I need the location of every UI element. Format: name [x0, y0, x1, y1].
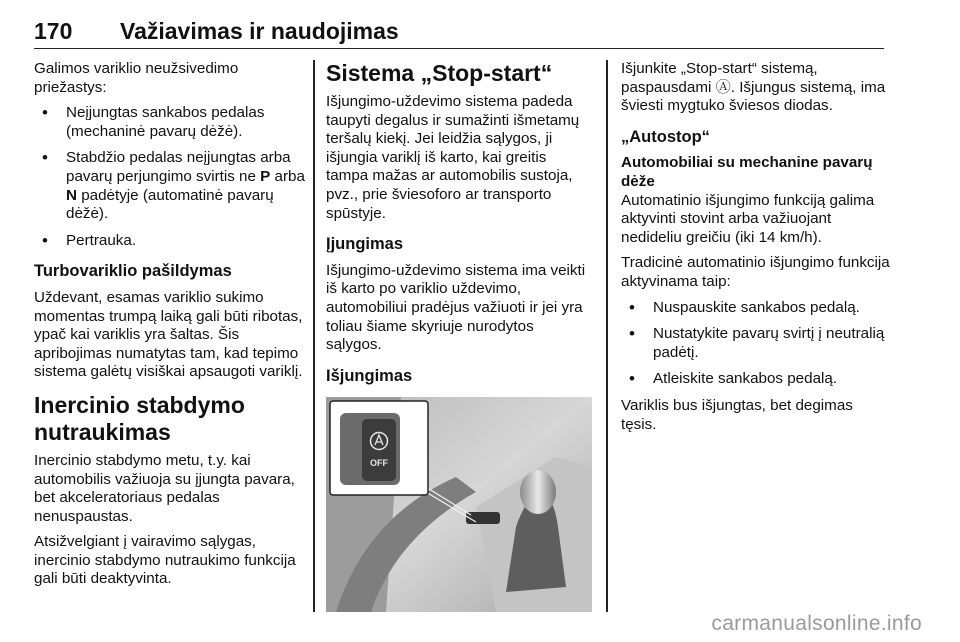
page-header	[34, 14, 884, 49]
stop-start-button-illustration	[326, 397, 592, 612]
console-switch	[466, 512, 500, 524]
list-item: • Neįjungtas sankabos pedalas (mechaninė pavarų dėžė).	[34, 104, 306, 141]
list-item-text: Stabdžio pedalas neįjungtas arba pavarų perjungimo svirtis ne	[66, 149, 291, 185]
list-item: • Pertrauka.	[34, 232, 306, 251]
page-number: 170	[34, 18, 73, 44]
manual-gearbox-paragraph: Automatinio išjungimo funkciją galima aktyvinti stovint arba važiuojant nedideliu greičiu (iki 14 km/h).	[621, 191, 875, 246]
column-middle	[326, 60, 592, 612]
console-illustration-svg	[326, 397, 592, 612]
inertia-paragraph-1: Inercinio stabdymo metu, t.y. kai automobilis važiuoja su įjungta pavara, bet akceleratoriaus pedalas nenuspaustas.	[34, 451, 295, 525]
list-item: • Nuspauskite sankabos pedalą.	[621, 299, 891, 318]
list-item-text: arba	[270, 167, 305, 185]
inertia-heading: Inercinio stabdymo nutraukimas	[34, 391, 245, 445]
causes-intro: Galimos variklio neužsivedimo priežastys:	[34, 60, 239, 96]
list-item: • Nustatykite pavarų svirtį į neutralią padėtį.	[621, 325, 891, 362]
disable-heading: Išjungimas	[326, 366, 413, 385]
auto-stop-icon: Ⓐ	[715, 78, 731, 96]
autostop-heading: „Autostop“	[621, 127, 710, 146]
watermark: carmanualsonline.info	[711, 612, 922, 635]
column-divider	[313, 60, 315, 612]
turbo-heading: Turbovariklio pašildymas	[34, 262, 232, 281]
stop-start-heading: Sistema „Stop-start“	[326, 60, 553, 86]
activation-steps	[621, 299, 891, 389]
gear-knob	[520, 470, 556, 514]
chapter-title: Važiavimas ir naudojimas	[120, 18, 399, 44]
enable-heading: Įjungimas	[326, 235, 404, 254]
column-left	[34, 60, 306, 596]
causes-list	[34, 104, 306, 250]
disable-text: . Išjungus sistemą, ima šviesti mygtuko šviesos diodas.	[621, 78, 886, 115]
enable-paragraph: Išjungimo-uždevimo sistema ima veikti iš karto po variklio uždevimo, automobiliui pradėjus važiuoti ir jei yra toliau šiame skyriuje nurodytos sąlygos.	[326, 261, 586, 354]
list-item-text: padėtyje (automatinė pavarų dėžė).	[66, 186, 274, 223]
column-right	[621, 60, 891, 441]
off-label: OFF	[370, 458, 388, 469]
column-divider	[606, 60, 608, 612]
turbo-paragraph: Uždevant, esamas variklio sukimo momentas trumpą laiką gali būti ribotas, ypač kai variklis yra šaltas. Šis apribojimas numatytas tam, kad tepimo sistema galėtų visiškai apsaugoti variklį.	[34, 288, 303, 381]
list-item	[34, 149, 306, 223]
manual-gearbox-heading: Automobiliai su mechanine pavarų dėže	[621, 154, 873, 190]
activation-intro: Tradicinė automatinio išjungimo funkcija aktyvinama taip:	[621, 254, 890, 290]
gear-p-label: P	[260, 167, 271, 185]
inertia-paragraph-2: Atsižvelgiant į vairavimo sąlygas, inercinio stabdymo nutraukimo funkcija gali būti deaktyvinta.	[34, 533, 296, 588]
list-item: • Atleiskite sankabos pedalą.	[621, 370, 891, 389]
disable-paragraph	[621, 60, 891, 116]
disable-text: Išjunkite „Stop-start“ sistemą, paspausdami	[621, 60, 818, 96]
closing-paragraph: Variklis bus išjungtas, bet degimas tęsis.	[621, 396, 853, 433]
gear-n-label: N	[66, 186, 77, 204]
stop-start-intro: Išjungimo-uždevimo sistema padeda taupyti degalus ir sumažinti išmetamų teršalų kiekį. Jei leidžia sąlygos, ji išjungia variklį iš karto, kai greitis tampa mažas ar automobilis sustoja, pvz., prie šviesoforo ar transporto spūstyje.	[326, 93, 580, 222]
